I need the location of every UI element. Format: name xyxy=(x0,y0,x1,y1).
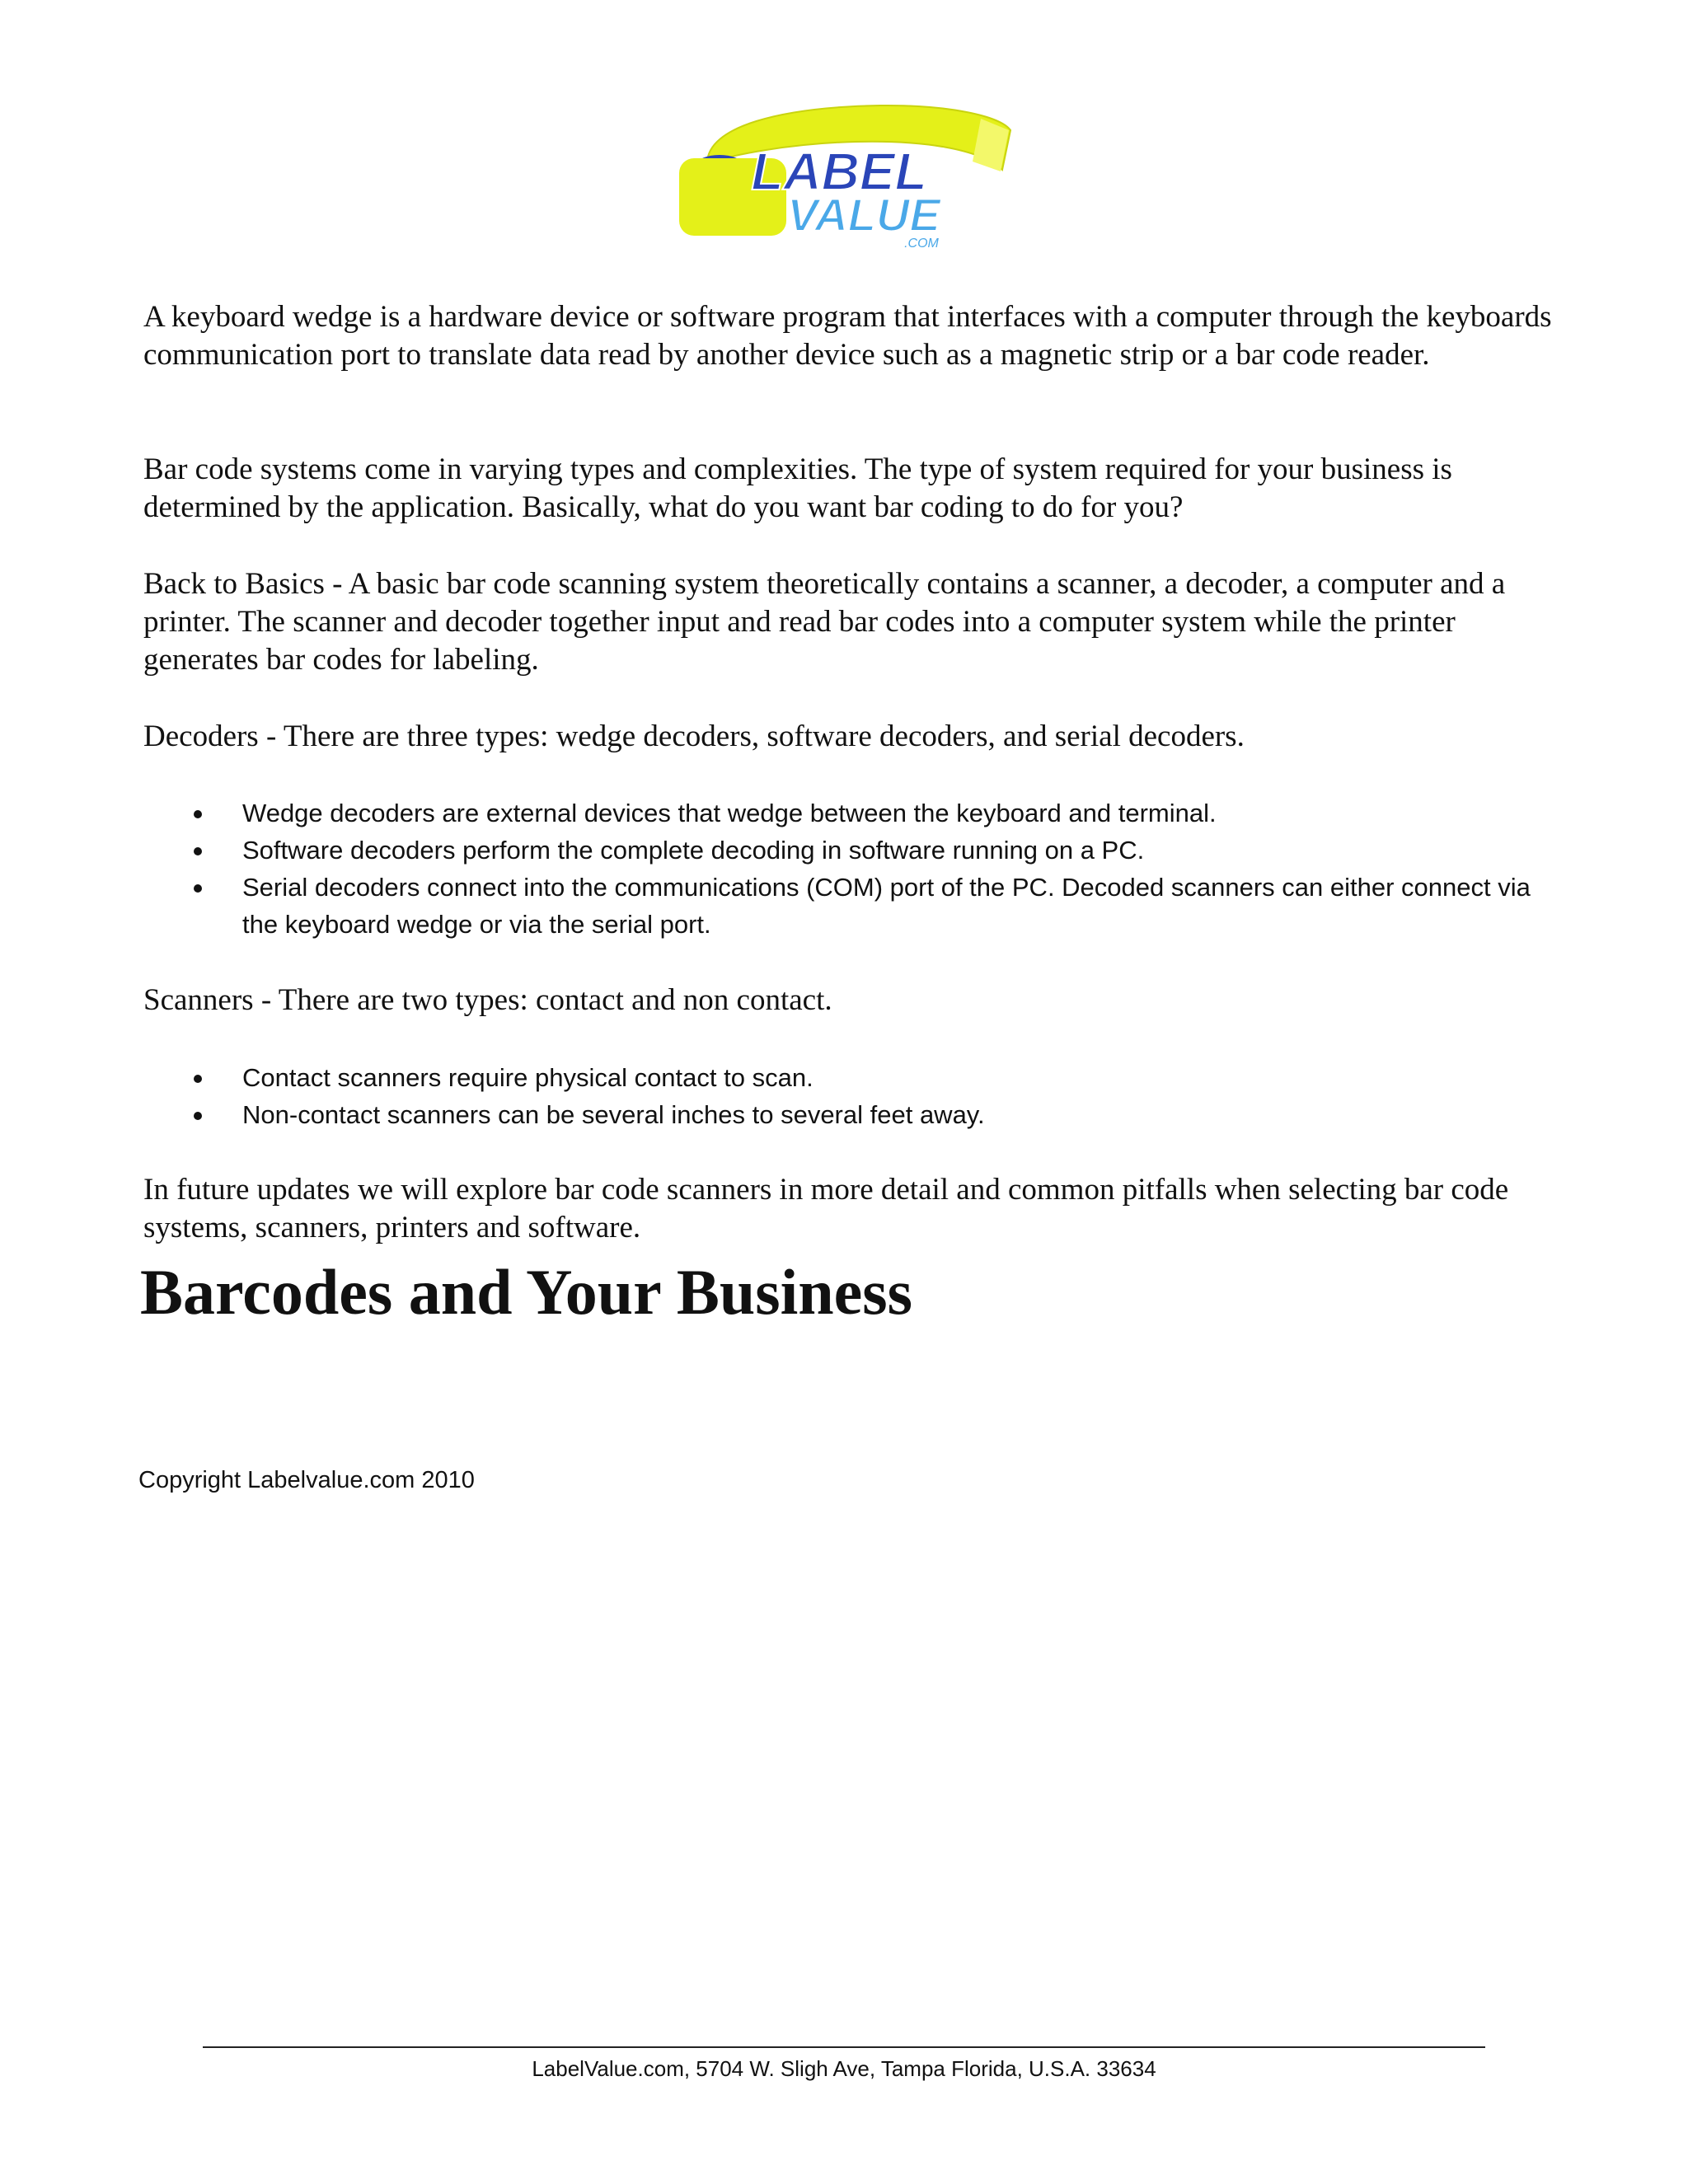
paragraph-keyboard-wedge: A keyboard wedge is a hardware device or software program that interfaces with a computer through the keyboards communication port to translate data read by another device such as a magnetic strip or a bar code reader. xyxy=(143,300,1552,372)
copyright-notice: Copyright Labelvalue.com 2010 xyxy=(138,1467,475,1493)
list-item-text: Serial decoders connect into the communications (COM) port of the PC. Decoded scanners can either connect via the keyboard wedge or via the serial port. xyxy=(242,873,1531,939)
list-item-text: Wedge decoders are external devices that wedge between the keyboard and terminal. xyxy=(242,799,1217,827)
list-item-text: Software decoders perform the complete decoding in software running on a PC. xyxy=(242,836,1145,865)
footer-address: LabelValue.com, 5704 W. Sligh Ave, Tampa Florida, U.S.A. 33634 xyxy=(532,2056,1156,2081)
bullet-dot xyxy=(194,884,202,893)
paragraph-scanners: Scanners - There are two types: contact and non contact. xyxy=(143,983,832,1017)
page-heading: Barcodes and Your Business xyxy=(140,1256,912,1328)
scanner-bullet-list xyxy=(143,1059,1561,1133)
labelvalue-logo-graphic xyxy=(674,97,1020,262)
footer-divider xyxy=(203,2046,1485,2048)
list-item xyxy=(143,1096,1561,1133)
list-item xyxy=(143,869,1561,943)
paragraph-bar-code-systems: Bar code systems come in varying types and complexities. The type of system required for your business is determined by the application. Basically, what do you want bar coding to do for you? xyxy=(143,452,1452,524)
decoder-bullet-list xyxy=(143,794,1561,943)
paragraph-future-updates: In future updates we will explore bar code scanners in more detail and common pitfalls when selecting bar code systems, scanners, printers and software. xyxy=(143,1173,1509,1244)
logo-text-value: VALUE xyxy=(787,189,940,241)
bullet-dot xyxy=(194,1112,202,1120)
list-item-text: Contact scanners require physical contact to scan. xyxy=(242,1063,814,1092)
bullet-dot xyxy=(194,810,202,818)
bullet-dot xyxy=(194,1075,202,1083)
list-item xyxy=(143,832,1561,869)
logo-text-com: .COM xyxy=(904,237,939,251)
list-item xyxy=(143,794,1561,832)
labelvalue-logo xyxy=(674,97,1020,262)
list-item xyxy=(143,1059,1561,1096)
bullet-dot xyxy=(194,847,202,855)
logo-text-label: LABEL xyxy=(751,142,927,201)
list-item-text: Non-contact scanners can be several inches to several feet away. xyxy=(242,1100,985,1129)
paragraph-back-to-basics: Back to Basics - A basic bar code scanning system theoretically contains a scanner, a decoder, a computer and a printer. The scanner and decoder together input and read bar codes into a computer system while the printer generates bar codes for labeling. xyxy=(143,567,1506,677)
paragraph-decoders: Decoders - There are three types: wedge decoders, software decoders, and serial decoders. xyxy=(143,719,1245,753)
